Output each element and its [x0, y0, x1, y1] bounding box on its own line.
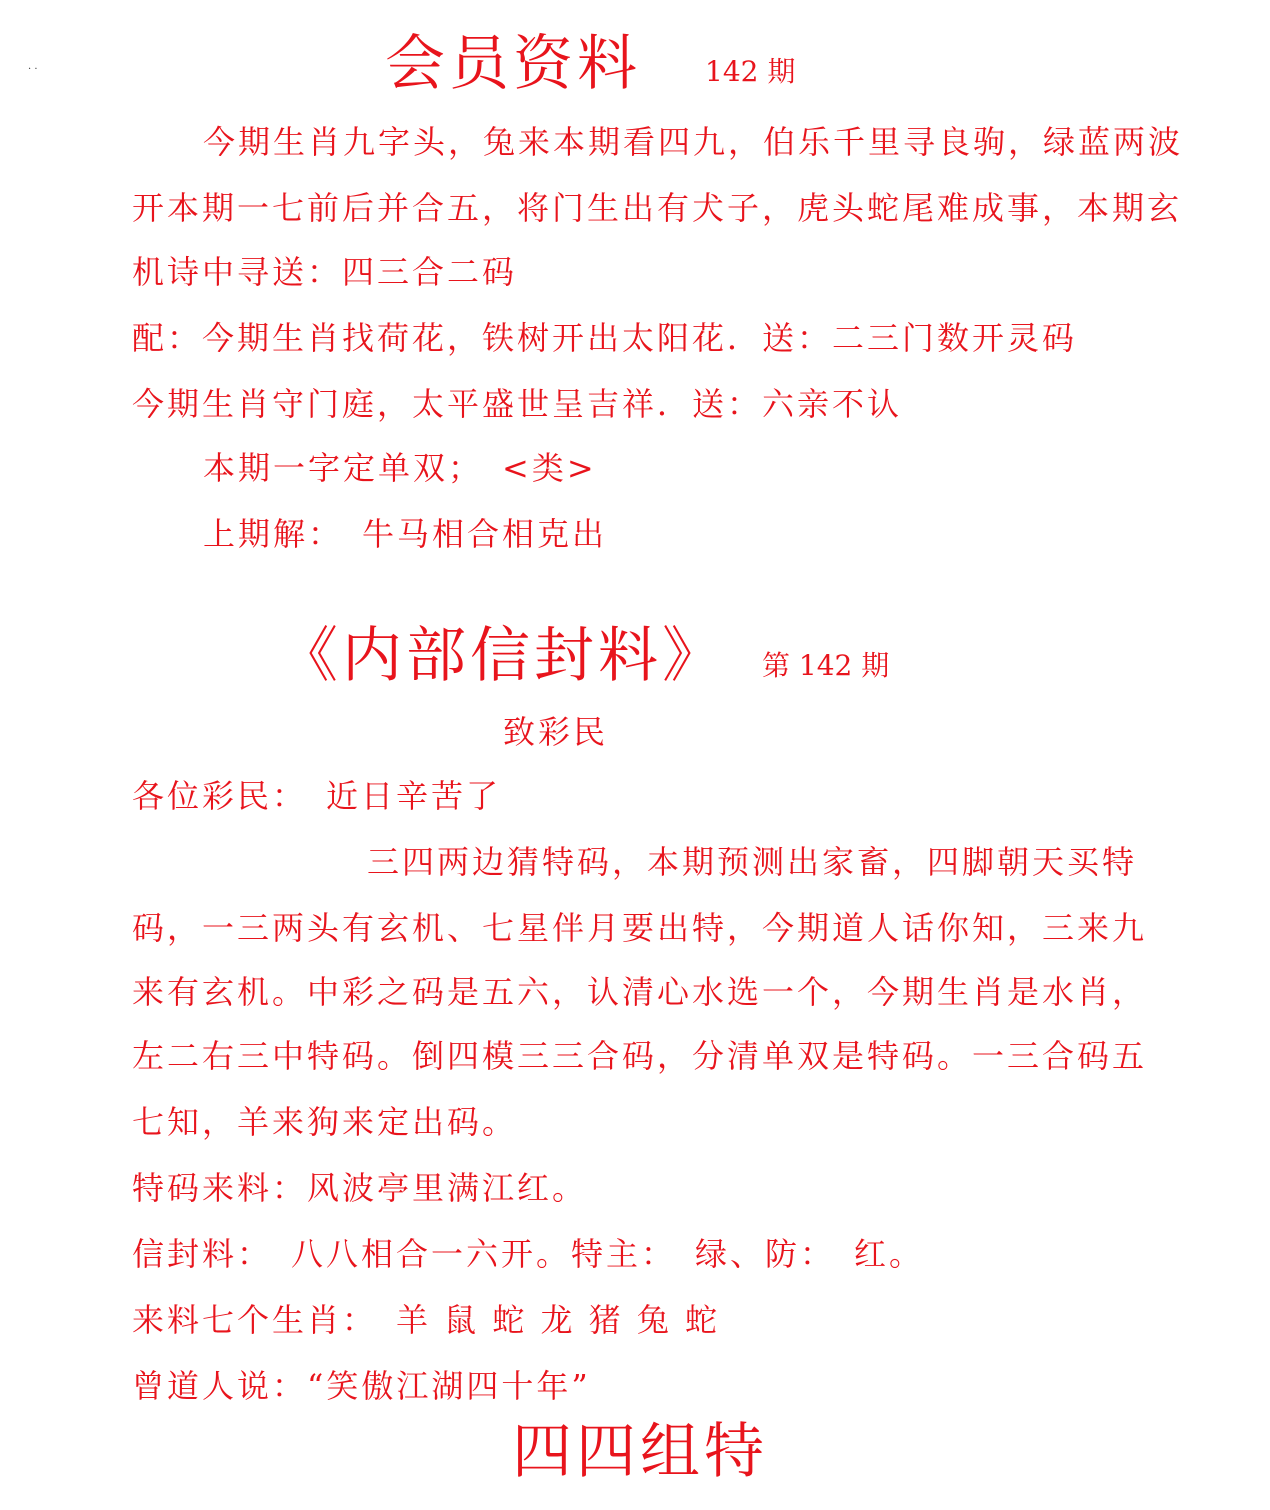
four-four-title: 四四组特 — [512, 1417, 768, 1487]
envelope-line: 特码来料：风波亭里满江红。 — [132, 1169, 588, 1207]
envelope-line: 三四两边猜特码，本期预测出家畜，四脚朝天买特 — [367, 843, 1138, 881]
member-info-line: 今期生肖九字头，兔来本期看四九，伯乐千里寻良驹，绿蓝两波 — [203, 123, 1184, 161]
envelope-line: 左二右三中特码。倒四模三三合码，分清单双是特码。一三合码五 — [132, 1037, 1148, 1075]
member-info-line: 配：今期生肖找荷花，铁树开出太阳花．送：二三门数开灵码 — [132, 319, 1078, 357]
member-info-issue: 142 期 — [705, 55, 796, 88]
member-info-line: 上期解： 牛马相合相克出 — [203, 515, 608, 553]
envelope-line: 七知，羊来狗来定出码。 — [132, 1103, 518, 1141]
scan-dots: · · — [28, 64, 38, 75]
envelope-title: 《内部信封料》 — [278, 621, 726, 691]
envelope-issue: 第 142 期 — [762, 649, 890, 682]
member-info-line: 机诗中寻送：四三合二码 — [132, 253, 518, 291]
member-info-line: 今期生肖守门庭，太平盛世呈吉祥．送：六亲不认 — [132, 385, 903, 423]
envelope-line: 来料七个生肖： 羊 鼠 蛇 龙 猪 兔 蛇 — [132, 1301, 721, 1339]
member-info-line: 本期一字定单双； <类> — [203, 449, 597, 487]
envelope-line: 曾道人说：“笑傲江湖四十年” — [132, 1367, 591, 1405]
envelope-line: 各位彩民： 近日辛苦了 — [132, 777, 502, 815]
envelope-line: 来有玄机。中彩之码是五六，认清心水选一个，今期生肖是水肖， — [132, 973, 1148, 1011]
member-info-title: 会员资料 — [385, 29, 641, 99]
envelope-line: 码，一三两头有玄机、七星伴月要出特，今期道人话你知，三来九 — [132, 909, 1148, 947]
envelope-line: 信封料： 八八相合一六开。特主： 绿、防： 红。 — [132, 1235, 925, 1273]
envelope-subtitle: 致彩民 — [503, 713, 609, 751]
member-info-line: 开本期一七前后并合五，将门生出有犬子，虎头蛇尾难成事，本期玄 — [132, 189, 1183, 227]
